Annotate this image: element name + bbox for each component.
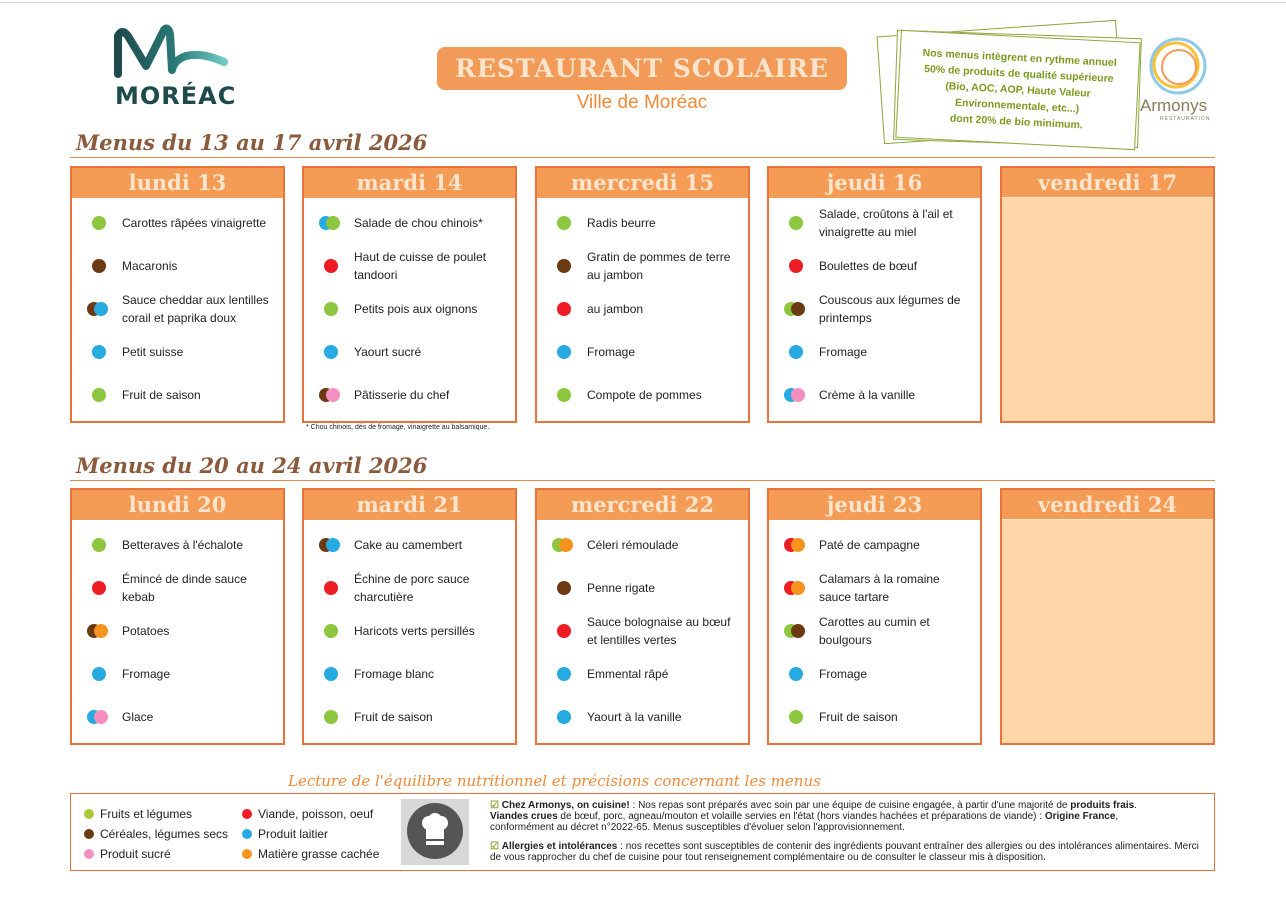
info-armonys-text: : Nos repas sont préparés avec soin par une équipe de cuisine engagée, à partir d'une majorité de bbox=[629, 800, 1071, 811]
food-group-dot-icon bbox=[324, 345, 338, 359]
menu-item-label: Potatoes bbox=[122, 624, 170, 638]
food-group-dot-icon bbox=[557, 345, 571, 359]
menu-item bbox=[304, 571, 515, 605]
armonys-logo-subtext: RESTAURATION bbox=[1160, 116, 1211, 122]
day-title: jeudi 16 bbox=[769, 168, 980, 198]
day-card bbox=[535, 488, 750, 745]
menu-item-label: Cake au camembert bbox=[354, 538, 463, 552]
info-allergies-title: Allergies et intolérances bbox=[501, 841, 618, 852]
menu-item-label: Fromage bbox=[819, 345, 868, 359]
menu-item bbox=[537, 700, 748, 734]
food-group-dot-icon bbox=[557, 624, 571, 638]
moreac-m-mark-icon bbox=[112, 22, 232, 82]
quality-note-line: 50% de produits de qualité supérieure bbox=[923, 63, 1114, 85]
footnote: * Chou chinois, dés de fromage, vinaigrette au balsamique. bbox=[306, 424, 490, 431]
info-decret-text: conformément au décret n°2022-65. Menus susceptibles d'évoluer selon l'approvisionnement. bbox=[490, 822, 905, 833]
menu-item bbox=[72, 528, 283, 562]
menu-item-label: Pâtisserie du chef bbox=[354, 388, 450, 402]
legend-dot-icon bbox=[84, 849, 94, 859]
food-group-dot-icon bbox=[789, 216, 803, 230]
quality-note-line: dont 20% de bio minimum. bbox=[949, 112, 1084, 132]
menu-item bbox=[769, 249, 980, 283]
menu-item bbox=[72, 378, 283, 412]
food-group-dot-icon bbox=[791, 624, 805, 638]
food-group-dot-icon bbox=[789, 710, 803, 724]
day-card bbox=[767, 166, 982, 423]
food-group-dot-icon bbox=[324, 259, 338, 273]
day-title: mercredi 22 bbox=[537, 490, 748, 520]
food-group-dot-icon bbox=[326, 388, 340, 402]
week-1-title: Menus du 13 au 17 avril 2026 bbox=[76, 130, 428, 155]
quality-note bbox=[895, 30, 1140, 150]
day-title: vendredi 24 bbox=[1002, 490, 1213, 520]
week-2-title: Menus du 20 au 24 avril 2026 bbox=[76, 453, 428, 478]
quality-note-line: Nos menus intègrent en rythme annuel bbox=[922, 46, 1117, 70]
armonys-rings-icon bbox=[1138, 34, 1218, 98]
day-title: lundi 13 bbox=[72, 168, 283, 198]
menu-item-label: Gratin de pommes de terre au jambon bbox=[587, 250, 731, 282]
food-group-dot-icon bbox=[94, 624, 108, 638]
menu-item-label: Radis beurre bbox=[587, 216, 656, 230]
menu-item bbox=[769, 292, 980, 326]
food-group-dot-icon bbox=[326, 216, 340, 230]
menu-item bbox=[537, 206, 748, 240]
quality-note-line: (Bio, AOC, AOP, Haute Valeur bbox=[945, 80, 1091, 100]
day-card bbox=[302, 488, 517, 745]
menu-item bbox=[72, 657, 283, 691]
menu-item-label: Sauce cheddar aux lentilles corail et paprika doux bbox=[122, 293, 269, 325]
menu-item-label: Fruit de saison bbox=[122, 388, 201, 402]
day-title: mardi 14 bbox=[304, 168, 515, 198]
food-group-dot-icon bbox=[791, 581, 805, 595]
food-group-dot-icon bbox=[92, 259, 106, 273]
day-title: mardi 21 bbox=[304, 490, 515, 520]
menu-item-label: Carottes au cumin et boulgours bbox=[819, 615, 930, 647]
day-card bbox=[1000, 488, 1215, 745]
info-produits-frais: produits frais bbox=[1070, 800, 1135, 811]
checkbox-icon: ☑ bbox=[490, 841, 499, 852]
menu-item bbox=[769, 657, 980, 691]
food-group-dot-icon bbox=[791, 538, 805, 552]
menu-item bbox=[304, 335, 515, 369]
info-viandes-text: de bœuf, porc, agneau/mouton et volaille servies en l'état (hors viandes hachées et préparations de viande) : bbox=[557, 811, 1045, 822]
menu-item bbox=[72, 335, 283, 369]
food-group-dot-icon bbox=[324, 624, 338, 638]
menu-item-label: Crème à la vanille bbox=[819, 388, 916, 402]
food-group-dot-icon bbox=[557, 302, 571, 316]
food-group-dot-icon bbox=[559, 538, 573, 552]
info-armonys: ☑ Chez Armonys, on cuisine! : Nos repas sont préparés avec soin par une équipe de cuisine engagée, à partir d'une majorité de produits frais. Viandes crues de bœuf, porc, agneau/mouton et volaille servies en l'état (hors viandes hachées et préparations de viande) : Origine France, conformément au décret n°2022-65. Menus susceptibles d'évoluer selon l'approvisionnement. bbox=[490, 800, 1137, 833]
menu-item-label: Yaourt à la vanille bbox=[587, 710, 682, 724]
menu-item-label: Fromage bbox=[819, 667, 868, 681]
legend-laitier bbox=[242, 827, 328, 841]
menu-item-label: Fromage bbox=[122, 667, 171, 681]
food-group-dot-icon bbox=[92, 538, 106, 552]
legend-dot-icon bbox=[242, 829, 252, 839]
top-rule bbox=[0, 2, 1286, 3]
menu-item-label: Haricots verts persillés bbox=[354, 624, 475, 638]
checkbox-icon: ☑ bbox=[490, 800, 499, 811]
menu-item-label: Petit suisse bbox=[122, 345, 184, 359]
moreac-logo-text: MORÉAC bbox=[115, 82, 237, 110]
menu-item-label: Salade, croûtons à l'ail et vinaigrette au miel bbox=[819, 207, 953, 239]
day-card bbox=[767, 488, 982, 745]
menu-item-label: Compote de pommes bbox=[587, 388, 702, 402]
day-card bbox=[70, 166, 285, 423]
food-group-dot-icon bbox=[557, 216, 571, 230]
legend-cereales bbox=[84, 827, 228, 841]
menu-item bbox=[72, 206, 283, 240]
legend-label: Matière grasse cachée bbox=[258, 847, 380, 861]
day-title: lundi 20 bbox=[72, 490, 283, 520]
menu-item-label: Fruit de saison bbox=[354, 710, 433, 724]
food-group-dot-icon bbox=[324, 667, 338, 681]
food-group-dot-icon bbox=[92, 667, 106, 681]
menu-item-label: Petits pois aux oignons bbox=[354, 302, 478, 316]
menu-item-label: Échine de porc sauce charcutière bbox=[354, 572, 470, 604]
menu-item bbox=[537, 657, 748, 691]
chef-hat-icon bbox=[421, 813, 449, 847]
legend-label: Viande, poisson, oeuf bbox=[258, 807, 374, 821]
menu-item bbox=[72, 249, 283, 283]
menu-item-label: Paté de campagne bbox=[819, 538, 920, 552]
menu-item-label: Céleri rémoulade bbox=[587, 538, 679, 552]
menu-item-label: Haut de cuisse de poulet tandoori bbox=[354, 250, 487, 282]
food-group-dot-icon bbox=[789, 345, 803, 359]
food-group-dot-icon bbox=[324, 581, 338, 595]
menu-item-label: Yaourt sucré bbox=[354, 345, 422, 359]
menu-item bbox=[304, 249, 515, 283]
menu-item-label: Glace bbox=[122, 710, 154, 724]
chef-hat-badge bbox=[401, 799, 469, 865]
menu-item bbox=[304, 292, 515, 326]
legend-dot-icon bbox=[84, 809, 94, 819]
day-title: vendredi 17 bbox=[1002, 168, 1213, 198]
info-armonys-title: Chez Armonys, on cuisine! bbox=[501, 800, 630, 811]
food-group-dot-icon bbox=[789, 667, 803, 681]
menu-item bbox=[537, 249, 748, 283]
legend-fruits-legumes bbox=[84, 807, 192, 821]
page-subtitle: Ville de Moréac bbox=[576, 92, 708, 113]
menu-item bbox=[769, 571, 980, 605]
legend-label: Produit sucré bbox=[100, 847, 171, 861]
food-group-dot-icon bbox=[791, 388, 805, 402]
legend-viande bbox=[242, 807, 373, 821]
page-title: RESTAURANT SCOLAIRE bbox=[455, 54, 829, 83]
food-group-dot-icon bbox=[324, 302, 338, 316]
legend-label: Produit laitier bbox=[258, 827, 329, 841]
food-group-dot-icon bbox=[94, 302, 108, 316]
food-group-dot-icon bbox=[94, 710, 108, 724]
menu-item bbox=[304, 657, 515, 691]
menu-item bbox=[769, 335, 980, 369]
menu-item bbox=[72, 571, 283, 605]
day-title: jeudi 23 bbox=[769, 490, 980, 520]
menu-item-label: Émincé de dinde sauce kebab bbox=[122, 572, 247, 604]
week-1-rule bbox=[70, 157, 1215, 158]
armonys-logo bbox=[1138, 34, 1218, 129]
legend-dot-icon bbox=[242, 809, 252, 819]
menu-item bbox=[537, 528, 748, 562]
menu-item bbox=[537, 614, 748, 648]
menu-item bbox=[769, 700, 980, 734]
food-group-dot-icon bbox=[92, 345, 106, 359]
moreac-logo bbox=[112, 22, 237, 112]
menu-item bbox=[537, 292, 748, 326]
info-viandes-crues: Viandes crues bbox=[490, 811, 558, 822]
menu-item bbox=[769, 206, 980, 240]
menu-item-label: Boulettes de bœuf bbox=[819, 259, 918, 273]
menu-item-label: Betteraves à l'échalote bbox=[122, 538, 244, 552]
menu-item-label: Carottes râpées vinaigrette bbox=[122, 216, 267, 230]
quality-note-line: Environnementale, etc...) bbox=[954, 96, 1080, 116]
menu-item bbox=[304, 206, 515, 240]
legend-dot-icon bbox=[242, 849, 252, 859]
legend-produit-sucre bbox=[84, 847, 171, 861]
day-card bbox=[302, 166, 517, 423]
menu-item bbox=[72, 292, 283, 326]
menu-item bbox=[72, 700, 283, 734]
menu-item-label: Fruit de saison bbox=[819, 710, 898, 724]
menu-item-label: Couscous aux légumes de printemps bbox=[819, 293, 961, 325]
menu-item-label: Calamars à la romaine sauce tartare bbox=[819, 572, 940, 604]
menu-item-label: Penne rigate bbox=[587, 581, 656, 595]
legend-label: Fruits et légumes bbox=[100, 807, 193, 821]
title-banner bbox=[437, 47, 847, 90]
food-group-dot-icon bbox=[92, 581, 106, 595]
menu-item-label: Fromage blanc bbox=[354, 667, 435, 681]
food-group-dot-icon bbox=[557, 667, 571, 681]
menu-item bbox=[537, 571, 748, 605]
food-group-dot-icon bbox=[92, 216, 106, 230]
legend-title: Lecture de l'équilibre nutritionnel et précisions concernant les menus bbox=[288, 772, 821, 790]
menu-item bbox=[304, 700, 515, 734]
menu-item-label: Salade de chou chinois* bbox=[354, 216, 483, 230]
legend-matiere-grasse bbox=[242, 847, 379, 861]
info-allergies-text: : nos recettes sont susceptibles de contenir des ingrédients pouvant entraîner des allergies ou des intolérances alimentaires. Merci de vous rapprocher du chef de cuisine pour tout renseignement complémentaire ou de consulter le classeur mis à disposition. bbox=[490, 841, 1199, 863]
menu-item-label: Fromage bbox=[587, 345, 636, 359]
food-group-dot-icon bbox=[557, 710, 571, 724]
day-card bbox=[535, 166, 750, 423]
food-group-dot-icon bbox=[791, 302, 805, 316]
info-origine-france: Origine France bbox=[1044, 811, 1116, 822]
food-group-dot-icon bbox=[324, 710, 338, 724]
menu-item bbox=[72, 614, 283, 648]
day-card bbox=[1000, 166, 1215, 423]
menu-item-label: Macaronis bbox=[122, 259, 178, 273]
menu-item bbox=[537, 378, 748, 412]
food-group-dot-icon bbox=[557, 388, 571, 402]
menu-item-label: Emmental râpé bbox=[587, 667, 669, 681]
legend-label: Céréales, légumes secs bbox=[100, 827, 229, 841]
day-title: mercredi 15 bbox=[537, 168, 748, 198]
week-2-rule bbox=[70, 480, 1215, 481]
food-group-dot-icon bbox=[326, 538, 340, 552]
menu-item-label: au jambon bbox=[587, 302, 644, 316]
food-group-dot-icon bbox=[92, 388, 106, 402]
legend-dot-icon bbox=[84, 829, 94, 839]
armonys-logo-text: Armonys bbox=[1140, 96, 1208, 115]
day-card bbox=[70, 488, 285, 745]
menu-item bbox=[769, 614, 980, 648]
menu-item bbox=[304, 528, 515, 562]
food-group-dot-icon bbox=[789, 259, 803, 273]
menu-item-label: Sauce bolognaise au bœuf et lentilles vertes bbox=[587, 615, 731, 647]
menu-item bbox=[769, 378, 980, 412]
menu-item bbox=[537, 335, 748, 369]
info-allergies bbox=[490, 841, 1205, 863]
food-group-dot-icon bbox=[557, 259, 571, 273]
food-group-dot-icon bbox=[557, 581, 571, 595]
menu-item bbox=[304, 378, 515, 412]
menu-item bbox=[304, 614, 515, 648]
menu-item bbox=[769, 528, 980, 562]
